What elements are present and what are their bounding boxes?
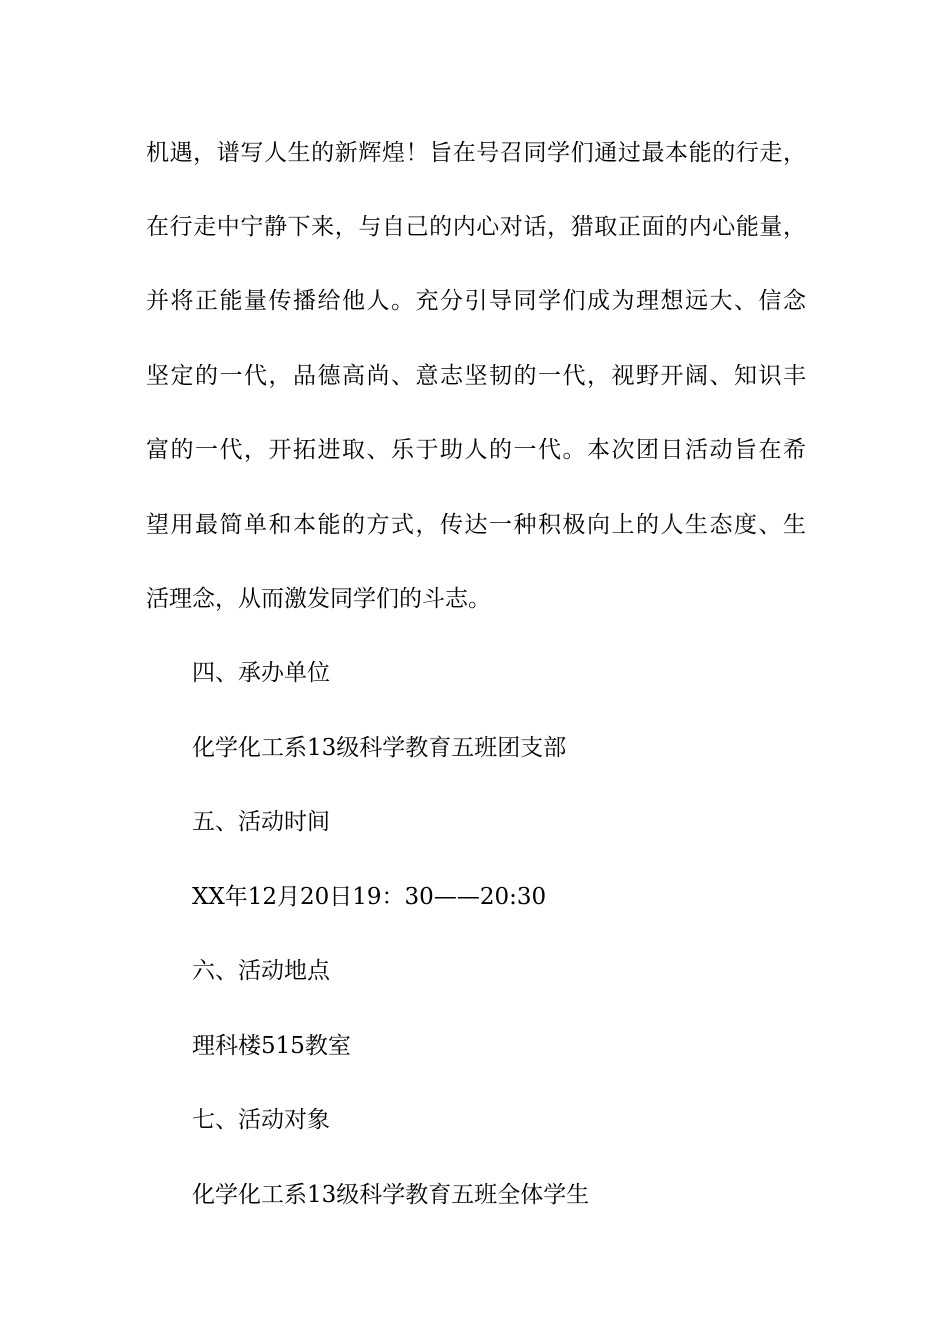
section-content-time: XX年12月20日19：30——20:30 <box>192 884 547 910</box>
paragraph-line-last: 活理念，从而激发同学们的斗志。 <box>146 586 491 612</box>
section-heading-location: 六、活动地点 <box>192 958 330 984</box>
paragraph-line: 机遇，谱写人生的新辉煌！旨在号召同学们通过最本能的行走， <box>146 140 806 166</box>
paragraph-line: 并将正能量传播给他人。充分引导同学们成为理想远大、信念 <box>146 288 806 314</box>
paragraph-line: 望用最简单和本能的方式，传达一种积极向上的人生态度、生 <box>146 512 806 538</box>
section-content-location: 理科楼515教室 <box>192 1033 351 1059</box>
section-heading-organizer: 四、承办单位 <box>192 660 330 686</box>
section-content-audience: 化学化工系13级科学教育五班全体学生 <box>192 1182 590 1208</box>
paragraph-line: 坚定的一代，品德高尚、意志坚韧的一代，视野开阔、知识丰 <box>146 363 806 389</box>
paragraph-line: 在行走中宁静下来，与自己的内心对话，猎取正面的内心能量， <box>146 214 806 240</box>
section-heading-audience: 七、活动对象 <box>192 1107 330 1133</box>
paragraph-line: 富的一代，开拓进取、乐于助人的一代。本次团日活动旨在希 <box>146 437 806 463</box>
section-heading-time: 五、活动时间 <box>192 809 330 835</box>
section-content-organizer: 化学化工系13级科学教育五班团支部 <box>192 735 567 761</box>
